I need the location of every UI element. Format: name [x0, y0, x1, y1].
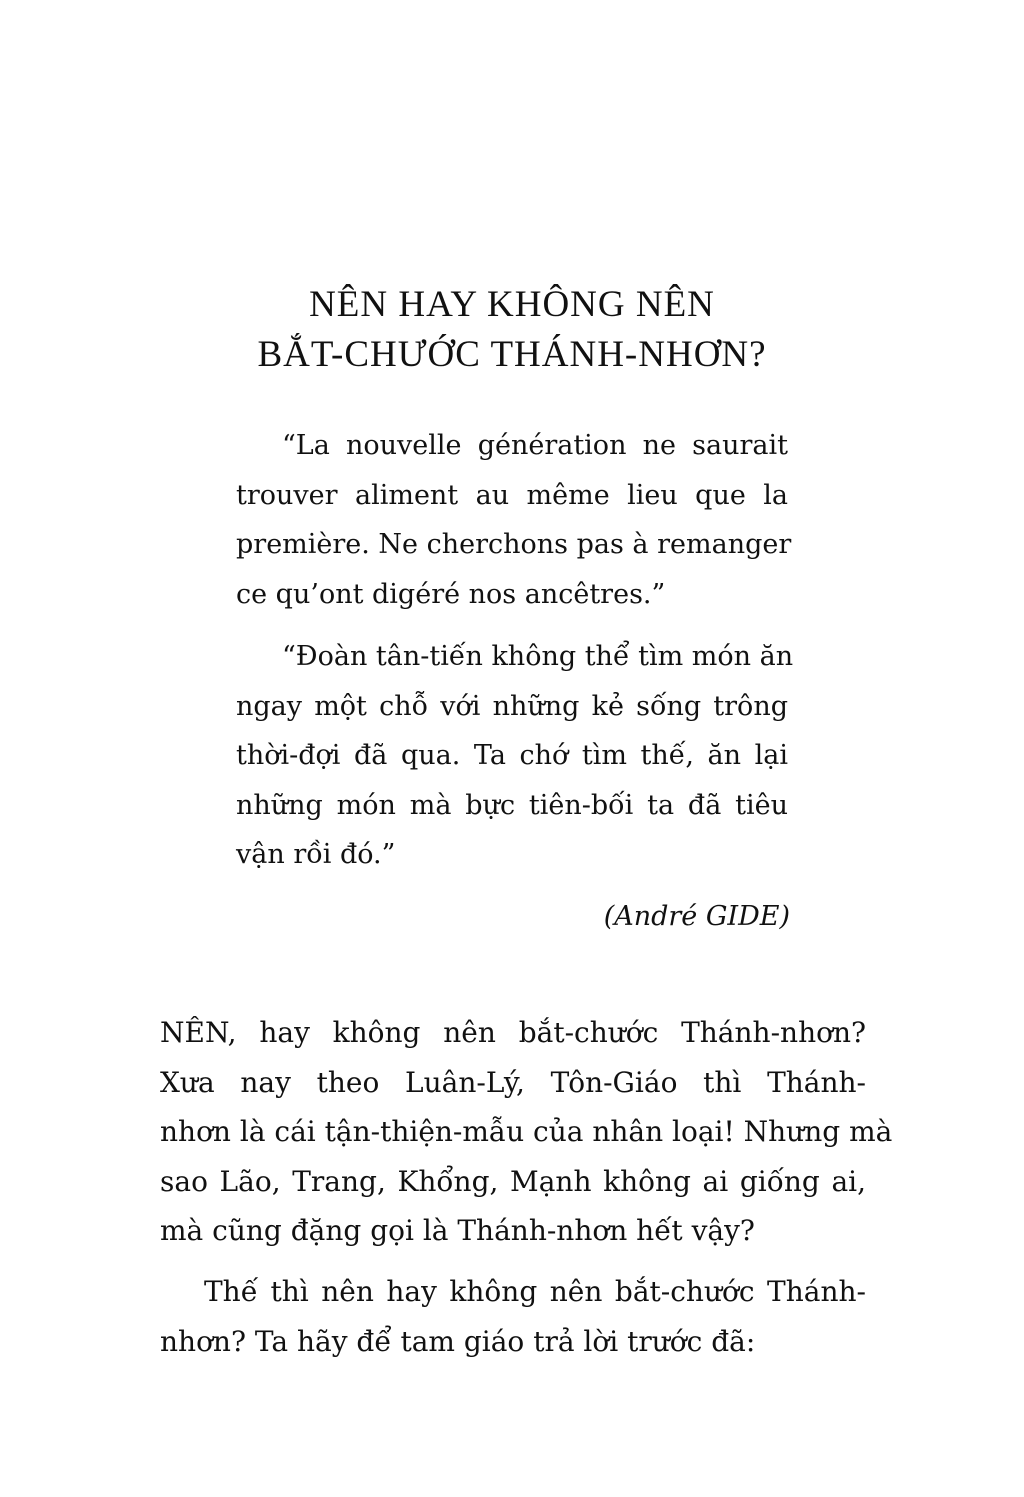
- chapter-title-line-1: NÊN HAY KHÔNG NÊN: [309, 284, 715, 325]
- chapter-title-line-2: BẮT-CHƯỚC THÁNH-NHƠN?: [257, 334, 767, 375]
- epigraph-vietnamese-line: ngay một chỗ với những kẻ sống trông: [236, 690, 788, 722]
- epigraph-french-line: trouver aliment au même lieu que la: [236, 479, 788, 511]
- epigraph-french: [236, 421, 792, 619]
- body-line: Xưa nay theo Luân-Lý, Tôn-Giáo thì Thánh-: [160, 1065, 866, 1099]
- body-line: sao Lão, Trang, Khổng, Mạnh không ai giống ai,: [160, 1164, 866, 1198]
- epigraph-french-line: première. Ne cherchons pas à remanger: [236, 529, 792, 560]
- epigraph-french-line: “La nouvelle génération ne saurait: [282, 430, 788, 461]
- body-line: Thế thì nên hay không nên bắt-chước Thánh-: [204, 1275, 866, 1308]
- epigraph-french-line: ce qu’ont digéré nos ancêtres.”: [236, 578, 666, 610]
- body-line: NÊN, hay không nên bắt-chước Thánh-nhơn?: [160, 1016, 866, 1049]
- epigraph-vietnamese-line: vận rồi đó.”: [236, 839, 396, 870]
- epigraph-vietnamese-line: “Đoàn tân-tiến không thể tìm món ăn: [282, 641, 794, 672]
- body-line: nhơn? Ta hãy để tam giáo trả lời trước đã:: [160, 1324, 756, 1358]
- epigraph-attribution: (André GIDE): [603, 901, 790, 932]
- body-paragraph-2: [160, 1267, 866, 1366]
- epigraph-vietnamese-line: thời-đợi đã qua. Ta chớ tìm thế, ăn lại: [236, 740, 788, 771]
- body-paragraph-1: [160, 1008, 893, 1256]
- body-line: nhơn là cái tận-thiện-mẫu của nhân loại! Nhưng mà: [160, 1115, 893, 1148]
- epigraph-vietnamese: [236, 632, 794, 880]
- epigraph-vietnamese-line: những món mà bực tiên-bối ta đã tiêu: [236, 789, 788, 821]
- body-line: mà cũng đặng gọi là Thánh-nhơn hết vậy?: [160, 1214, 755, 1247]
